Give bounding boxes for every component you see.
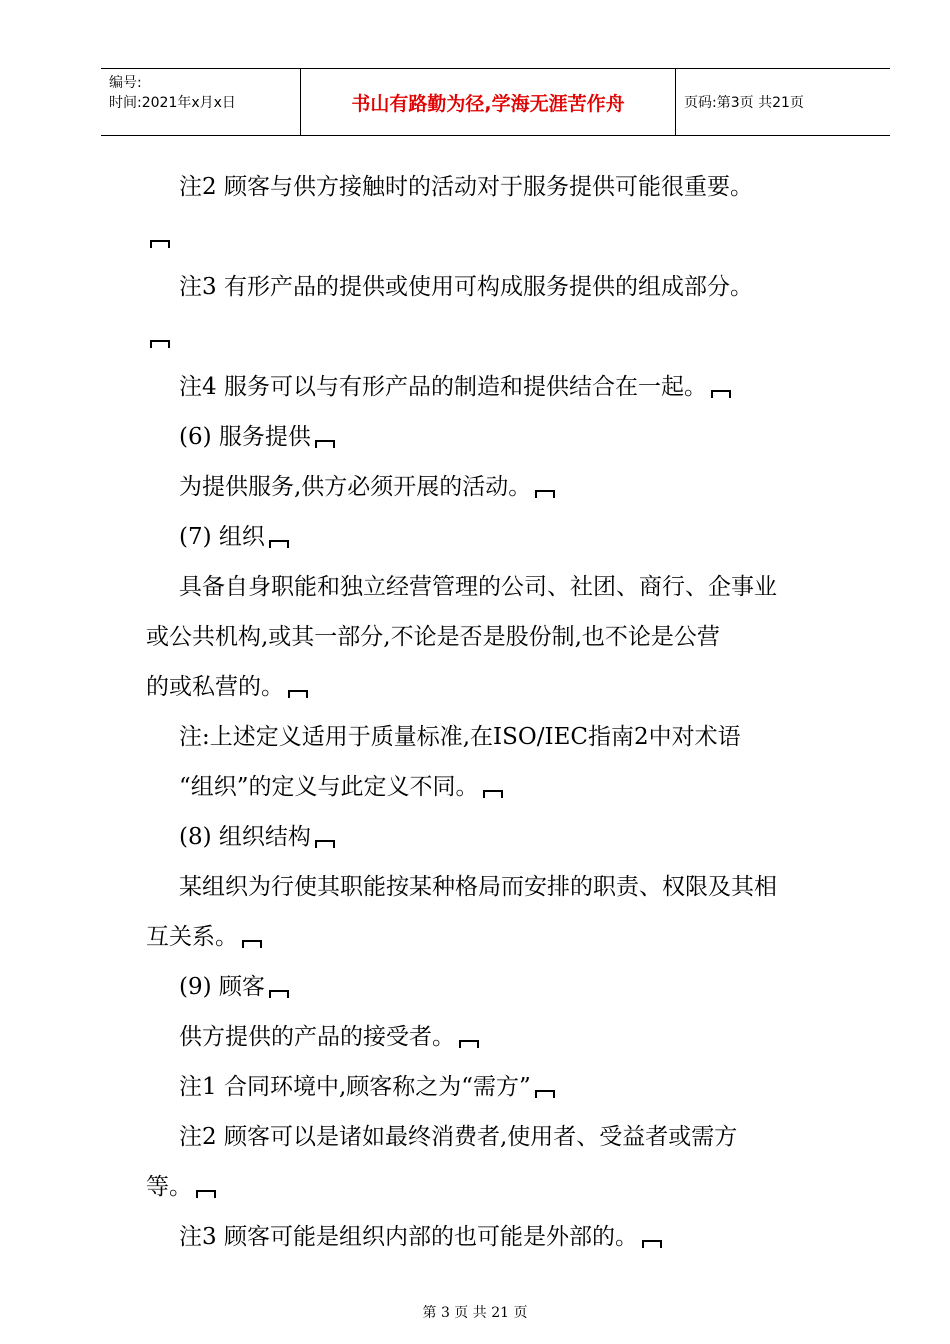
line-text: 互关系。: [146, 924, 238, 950]
paragraph-line: [146, 962, 852, 1012]
paragraph-mark-icon: [269, 990, 289, 998]
paragraph-line: [146, 262, 852, 312]
line-text: 注1 合同环境中,顾客称之为“需方”: [179, 1074, 531, 1100]
paragraph-line: [146, 462, 852, 512]
header-page-code: 页码:第3页 共21页: [684, 95, 804, 111]
document-body: [146, 162, 852, 1262]
page-header: [101, 68, 890, 136]
paragraph-mark-icon: [150, 340, 170, 348]
paragraph-mark-icon: [535, 490, 555, 498]
paragraph-mark-icon: [459, 1040, 479, 1048]
paragraph-mark-icon: [535, 1090, 555, 1098]
paragraph-line: [146, 1062, 852, 1112]
paragraph-mark-icon: [196, 1190, 216, 1198]
paragraph-mark-icon: [315, 440, 335, 448]
paragraph-line: [146, 1162, 852, 1212]
line-text: (8) 组织结构: [179, 824, 311, 850]
paragraph-line: [146, 762, 852, 812]
paragraph-line: [146, 612, 852, 662]
page-footer: 第 3 页 共 21 页: [422, 1305, 528, 1321]
paragraph-line: [146, 912, 852, 962]
paragraph-line: [146, 212, 852, 262]
paragraph-line: [146, 1212, 852, 1262]
line-text: 注2 顾客可以是诸如最终消费者,使用者、受益者或需方: [179, 1124, 738, 1150]
line-text: 注4 服务可以与有形产品的制造和提供结合在一起。: [179, 374, 707, 400]
paragraph-line: [146, 812, 852, 862]
line-text: 注3 有形产品的提供或使用可构成服务提供的组成部分。: [179, 274, 753, 300]
document-time-label: 时间:2021年x月x日: [109, 95, 236, 111]
header-meta-cell: [101, 69, 301, 135]
paragraph-mark-icon: [269, 540, 289, 548]
paragraph-line: [146, 162, 852, 212]
document-number-label: 编号:: [109, 75, 142, 91]
line-text: 某组织为行使其职能按某种格局而安排的职责、权限及其相: [179, 874, 777, 900]
line-text: 注3 顾客可能是组织内部的也可能是外部的。: [179, 1224, 638, 1250]
paragraph-mark-icon: [483, 790, 503, 798]
line-text: (9) 顾客: [179, 974, 265, 1000]
paragraph-mark-icon: [642, 1240, 662, 1248]
paragraph-mark-icon: [288, 690, 308, 698]
line-text: 或公共机构,或其一部分,不论是否是股份制,也不论是公营: [146, 624, 720, 650]
line-text: 注2 顾客与供方接触时的活动对于服务提供可能很重要。: [179, 174, 753, 200]
line-text: 供方提供的产品的接受者。: [179, 1024, 455, 1050]
paragraph-line: [146, 312, 852, 362]
line-text: 的或私营的。: [146, 674, 284, 700]
line-text: 具备自身职能和独立经营管理的公司、社团、商行、企事业: [179, 574, 777, 600]
paragraph-line: [146, 862, 852, 912]
paragraph-line: [146, 512, 852, 562]
paragraph-line: [146, 562, 852, 612]
paragraph-line: [146, 412, 852, 462]
paragraph-line: [146, 1112, 852, 1162]
paragraph-mark-icon: [242, 940, 262, 948]
paragraph-mark-icon: [150, 240, 170, 248]
paragraph-line: [146, 362, 852, 412]
line-text: 为提供服务,供方必须开展的活动。: [179, 474, 532, 500]
line-text: (6) 服务提供: [179, 424, 311, 450]
paragraph-line: [146, 712, 852, 762]
header-motto: 书山有路勤为径,学海无涯苦作舟: [351, 92, 625, 115]
paragraph-mark-icon: [315, 840, 335, 848]
paragraph-line: [146, 1012, 852, 1062]
line-text: “组织”的定义与此定义不同。: [179, 774, 479, 800]
header-motto-cell: [301, 69, 676, 135]
header-page-cell: [676, 69, 890, 135]
paragraph-mark-icon: [711, 390, 731, 398]
line-text: (7) 组织: [179, 524, 265, 550]
line-text: 注:上述定义适用于质量标准,在ISO/IEC指南2中对术语: [179, 724, 741, 750]
line-text: 等。: [146, 1174, 192, 1200]
paragraph-line: [146, 662, 852, 712]
